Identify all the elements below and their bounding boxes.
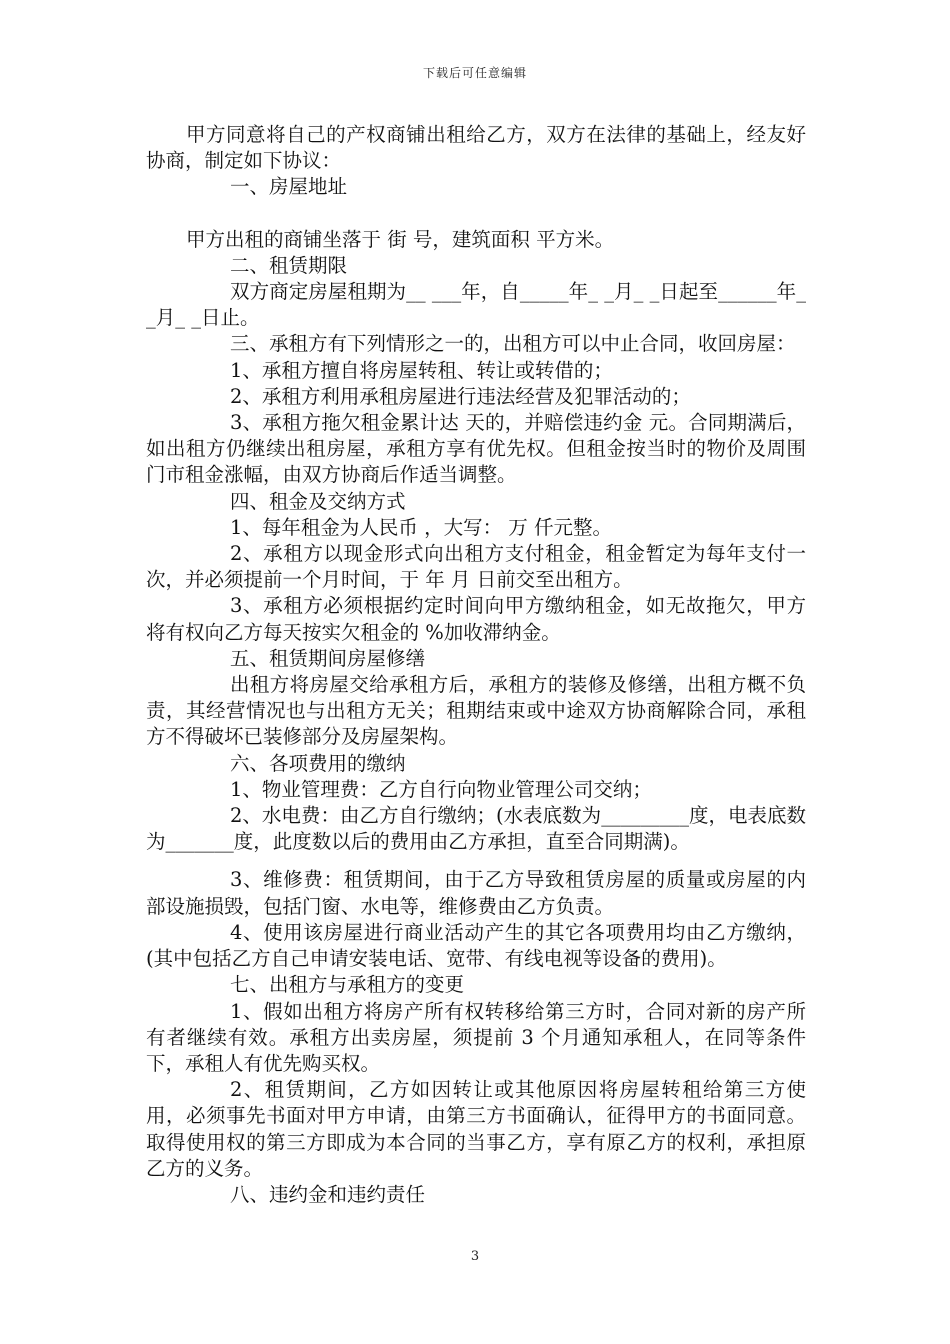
term-paragraph: 双方商定房屋租期为__ ___年，自_____年_ _月_ _日起至______年_ _月_ _日止。 — [146, 280, 806, 330]
repair-paragraph: 出租方将房屋交给承租方后，承租方的装修及修缮，出租方概不负责，其经营情况也与出租方无关；租期结束或中途双方协商解除合同，承租方不得破坏已装修部分及房屋架构。 — [146, 673, 806, 749]
page-number: 3 — [470, 1249, 480, 1264]
section-heading-changes: 七、出租方与承租方的变更 — [230, 973, 465, 997]
document-body — [146, 122, 806, 1208]
termination-item-2: 2、承租方利用承租房屋进行违法经营及犯罪活动的； — [230, 384, 691, 408]
rent-item-2: 2、承租方以现金形式向出租方支付租金，租金暂定为每年支付一次，并必须提前一个月时间，于 年 月 日前交至出租方。 — [146, 542, 806, 592]
termination-item-1: 1、承租方擅自将房屋转租、转让或转借的； — [230, 358, 613, 382]
address-paragraph: 甲方出租的商铺坐落于 街 号，建筑面积 平方米。 — [186, 227, 615, 251]
rent-item-3: 3、承租方必须根据约定时间向甲方缴纳租金，如无故拖欠，甲方将有权向乙方每天按实欠租金的 %加收滞纳金。 — [146, 594, 806, 644]
changes-item-1: 1、假如出租方将房产所有权转移给第三方时，合同对新的房产所有者继续有效。承租方出卖房屋，须提前 3 个月通知承租人，在同等条件下，承租人有优先购买权。 — [146, 999, 806, 1075]
section-heading-term: 二、租赁期限 — [230, 253, 348, 277]
fees-item-2: 2、水电费：由乙方自行缴纳；(水表底数为_________度，电表底数为_______度，此度数以后的费用由乙方承担，直至合同期满)。 — [146, 804, 806, 854]
fees-item-4: 4、使用该房屋进行商业活动产生的其它各项费用均由乙方缴纳，(其中包括乙方自己申请安装电话、宽带、有线电视等设备的费用)。 — [146, 920, 806, 971]
section-heading-repair: 五、租赁期间房屋修缮 — [230, 646, 426, 670]
termination-item-3: 3、承租方拖欠租金累计达 天的，并赔偿违约金 元。合同期满后，如出租方仍继续出租房屋，承租方享有优先权。但租金按当时的物价及周围门市租金涨幅，由双方协商后作适当调整。 — [146, 411, 806, 487]
intro-paragraph: 甲方同意将自己的产权商铺出租给乙方，双方在法律的基础上，经友好协商，制定如下协议： — [146, 123, 806, 173]
blank-line — [146, 201, 806, 227]
page-header: 下载后可任意编辑 — [422, 66, 527, 80]
section-heading-termination: 三、承租方有下列情形之一的，出租方可以中止合同，收回房屋： — [230, 332, 796, 356]
fees-item-1: 1、物业管理费：乙方自行向物业管理公司交纳； — [230, 777, 652, 801]
section-heading-fees: 六、各项费用的缴纳 — [230, 751, 406, 775]
rent-item-1: 1、每年租金为人民币 ，大写： 万 仟元整。 — [230, 515, 613, 539]
section-heading-address: 一、房屋地址 — [230, 175, 348, 199]
section-heading-penalty: 八、违约金和违约责任 — [230, 1182, 426, 1206]
changes-item-2: 2、租赁期间，乙方如因转让或其他原因将房屋转租给第三方使用，必须事先书面对甲方申请，由第三方书面确认，征得甲方的书面同意。取得使用权的第三方即成为本合同的当事乙方，享有原乙方的权利，承担原乙方的义务。 — [146, 1078, 806, 1180]
fees-item-3: 3、维修费：租赁期间，由于乙方导致租赁房屋的质量或房屋的内部设施损毁，包括门窗、水电等，维修费由乙方负责。 — [146, 868, 806, 918]
section-heading-rent: 四、租金及交纳方式 — [230, 489, 406, 513]
